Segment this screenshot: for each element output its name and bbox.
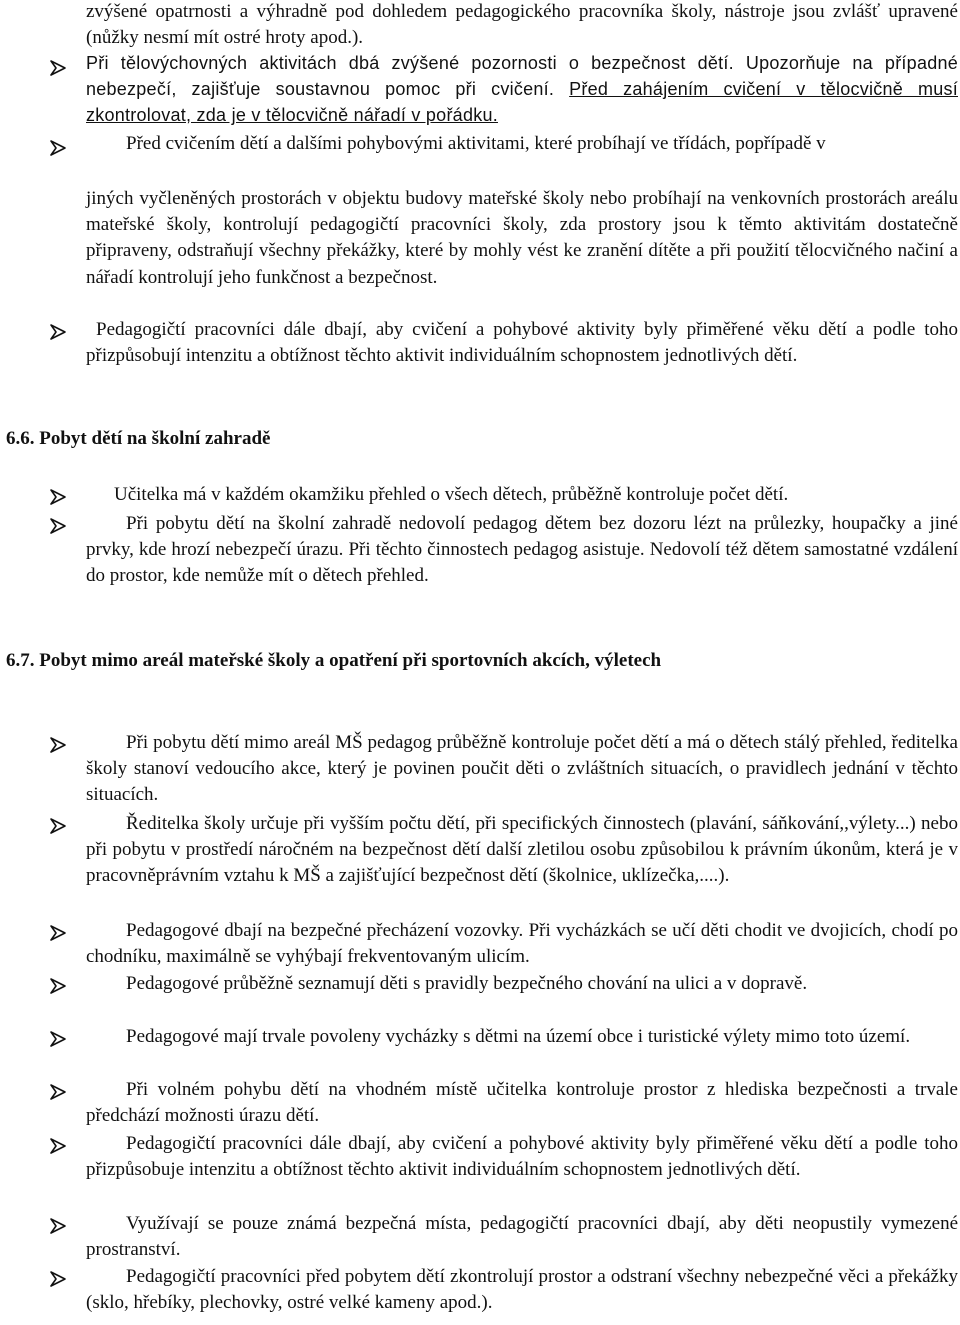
list-item: Před cvičením dětí a dalšími pohybovými aktivitami, které probíhají ve třídách, popřípadě v [126,133,826,154]
list-item: Pedagogičtí pracovníci dále dbají, aby cvičení a pohybové aktivity byly přiměřené věku dětí a podle toho přizpůsobují intenzitu a obtížnost těchto aktivit individuálním schopnostem jednotlivých dětí. [86,319,958,367]
list-item: Ředitelka školy určuje při vyšším počtu dětí, při specifických činnostech (plavání, sáňkování,,výlety...) nebo při pobytu v prostředí náročném na bezpečnost dětí další zletilou osobu způsobilou k právním úkonům, která je v pracovněprávním vztahu k MŠ a zajišťující bezpečnost dětí (školnice, uklízečka,....). [86,813,958,887]
arrowhead-bullet-icon [49,1137,67,1155]
list-item: Pedagogové průběžně seznamují děti s pravidly bezpečného chování na ulici a v dopravě. [126,973,808,994]
arrowhead-bullet-icon [49,736,67,754]
arrowhead-bullet-icon [49,323,67,341]
section-heading-6-7: 6.7. Pobyt mimo areál mateřské školy a opatření při sportovních akcích, výletech [6,650,662,671]
list-item-text: Při tělovýchovných aktivitách dbá zvýšené pozornosti o bezpečnost dětí. Upozorňuje na případné nebezpečí, zajišťuje soustavnou pomoc při cvičení. [86,53,958,100]
arrowhead-bullet-icon [49,977,67,995]
arrowhead-bullet-icon [49,817,67,835]
list-item-continuation: jiných vyčleněných prostorách v objektu budovy mateřské školy nebo probíhají na venkovních prostorách areálu mateřské školy, kontrolují pedagogičtí pracovníci školy, zda prostory jsou k těmto aktivitám dostatečně připraveny, odstraňují všechny překážky, které by mohly vést ke zranění dítěte a při použití tělocvičného načiní a nářadí kontrolují jeho funkčnost a bezpečnost. [86,188,958,288]
arrowhead-bullet-icon [49,488,67,506]
section-heading-6-6: 6.6. Pobyt dětí na školní zahradě [6,428,271,449]
arrowhead-bullet-icon [49,924,67,942]
list-item: Pedagogové dbají na bezpečné přecházení vozovky. Při vycházkách se učí děti chodit ve dvojicích, chodí po chodníku, maximálně se vyhýbají frekventovaným ulicím. [86,920,958,968]
arrowhead-bullet-icon [49,1270,67,1288]
list-item: Při volném pohybu dětí na vhodném místě učitelka kontroluje prostor z hlediska bezpečnosti a trvale předchází možnosti úrazu dětí. [86,1079,958,1127]
list-item: Při pobytu dětí mimo areál MŠ pedagog průběžně kontroluje počet dětí a má o dětech stálý přehled, ředitelka školy stanoví vedoucího akce, který je povinen poučit děti o zvláštních situacích, o pravidlech jednání v těchto situacích. [86,732,958,806]
arrowhead-bullet-icon [49,1217,67,1235]
list-item: Pedagogičtí pracovníci před pobytem dětí zkontrolují prostor a odstraní všechny nebezpečné věci a překážky (sklo, hřebíky, plechovky, ostré velké kameny apod.). [86,1266,958,1314]
arrowhead-bullet-icon [49,1030,67,1048]
arrowhead-bullet-icon [49,1083,67,1101]
list-item: Využívají se pouze známá bezpečná místa, pedagogičtí pracovníci dbají, aby děti neopustily vymezené prostranství. [86,1213,958,1261]
arrowhead-bullet-icon [49,517,67,535]
list-item: Při pobytu dětí na školní zahradě nedovolí pedagog dětem bez dozoru lézt na průlezky, houpačky a jiné prvky, kde hrozí nebezpečí úrazu. Při těchto činnostech pedagog asistuje. Nedovolí též dětem samostatné vzdálení do prostor, kde nemůže mít o dětech přehled. [86,513,958,587]
arrowhead-bullet-icon [49,59,67,77]
list-item [86,50,958,129]
list-item-text-underlined: Před zahájením cvičení v tělocvičně musí zkontrolovat, zda je v tělocvičně nářadí v pořádku. [86,79,958,126]
paragraph-continuation: zvýšené opatrnosti a výhradně pod dohledem pedagogického pracovníka školy, nástroje jsou zvlášť upravené (nůžky nesmí mít ostré hroty apod.). [86,1,958,49]
list-item: Učitelka má v každém okamžiku přehled o všech dětech, průběžně kontroluje počet dětí. [114,484,789,505]
arrowhead-bullet-icon [49,139,67,157]
list-item: Pedagogové mají trvale povoleny vycházky s dětmi na území obce i turistické výlety mimo toto území. [126,1026,911,1047]
list-item: Pedagogičtí pracovníci dále dbají, aby cvičení a pohybové aktivity byly přiměřené věku dětí a podle toho přizpůsobuje intenzitu a obtížnost těchto aktivit individuálním schopnostem jednotlivých dětí. [86,1133,958,1181]
